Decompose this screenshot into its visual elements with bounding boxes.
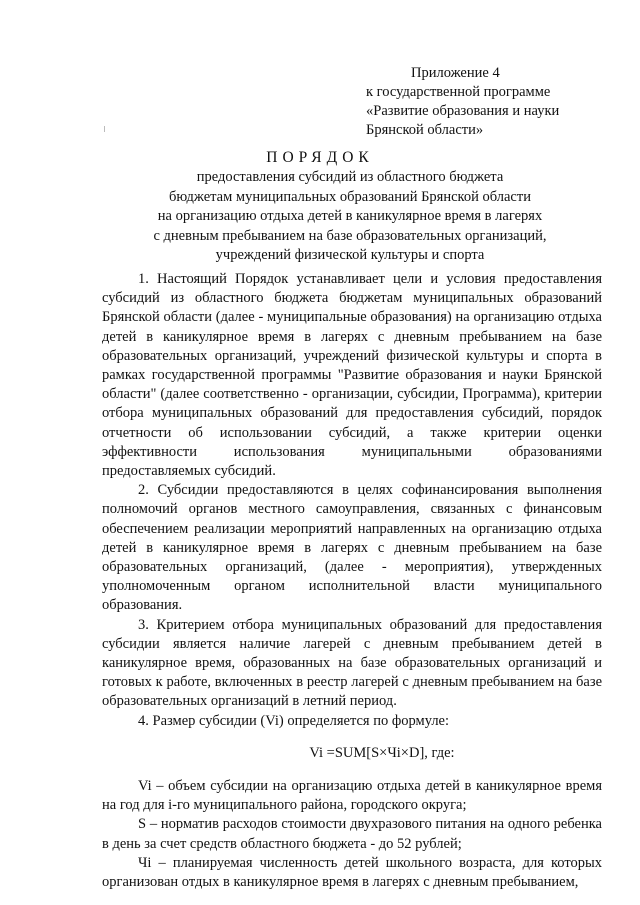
document-body bbox=[102, 270, 602, 892]
paragraph-3: 3. Критерием отбора муниципальных образований для предоставления субсидии является наличие лагерей с дневным пребыванием детей в каникулярное время, образованных на базе образовательных организаций и готовых к работе, включенных в реестр лагерей с дневным пребыванием на базе образовательных организаций в летний период. bbox=[102, 616, 602, 710]
appendix-program-region: Брянской области» bbox=[366, 122, 484, 138]
appendix-program-name: «Развитие образования и науки bbox=[366, 103, 560, 119]
subtitle-line: учреждений физической культуры и спорта bbox=[215, 247, 485, 263]
definition-s: S – норматив расходов стоимости двухразового питания на одного ребенка в день за счет средств областного бюджета - до 52 рублей; bbox=[102, 816, 602, 852]
subtitle-line: предоставления субсидий из областного бюджета bbox=[196, 169, 504, 185]
appendix-header bbox=[366, 64, 616, 140]
paragraph-2: 2. Субсидии предоставляются в целях софинансирования выполнения полномочий органов местного самоуправления, связанных с финансовым обеспечением реализации мероприятий направленных на организацию отдыха детей в каникулярное время в лагерях с дневным пребыванием на базе образовательных организаций, (далее - мероприятия), утвержденных уполномоченным органом исполнительной власти муниципального образования. bbox=[102, 482, 602, 614]
document-title: ПОРЯДОК bbox=[266, 149, 374, 166]
paragraph-1: 1. Настоящий Порядок устанавливает цели и условия предоставления субсидий из областного бюджета бюджетам муниципальных образований Брянской области (далее - муниципальные образования) на организацию отдыха детей в каникулярное время в лагерях с дневным пребыванием на базе образовательных организаций, учреждений физической культуры и спорта в рамках государственной программы "Развитие образования и науки Брянской области" (далее соответственно - организации, субсидии, Программа), критерии отбора муниципальных образований для предоставления субсидий, порядок отчетности об использовании субсидий, а также критерии оценки эффективности использования муниципальными образованиями предоставляемых субсидий. bbox=[102, 271, 602, 480]
subtitle-line: бюджетам муниципальных образований Брянской области bbox=[169, 188, 531, 205]
definition-chi: Чi – планируемая численность детей школьного возраста, для которых организован отдых в каникулярное время в лагерях с дневным пребыванием, bbox=[102, 854, 602, 891]
subtitle-line: с дневным пребыванием на базе образовательных организаций, bbox=[153, 227, 547, 244]
document-subtitle bbox=[100, 168, 600, 266]
subtitle-line: на организацию отдыха детей в каникулярное время в лагерях bbox=[157, 208, 543, 224]
subsidy-formula: Vi =SUM[S×Чi×D], где: bbox=[309, 744, 455, 761]
appendix-program-ref: к государственной программе bbox=[366, 84, 551, 100]
definition-vi: Vi – объем субсидии на организацию отдыха детей в каникулярное время на год для i-го муниципального района, городского округа; bbox=[102, 778, 602, 814]
scan-mark bbox=[104, 126, 105, 132]
paragraph-4: 4. Размер субсидии (Vi) определяется по формуле: bbox=[138, 712, 450, 729]
appendix-number: Приложение 4 bbox=[411, 65, 500, 81]
